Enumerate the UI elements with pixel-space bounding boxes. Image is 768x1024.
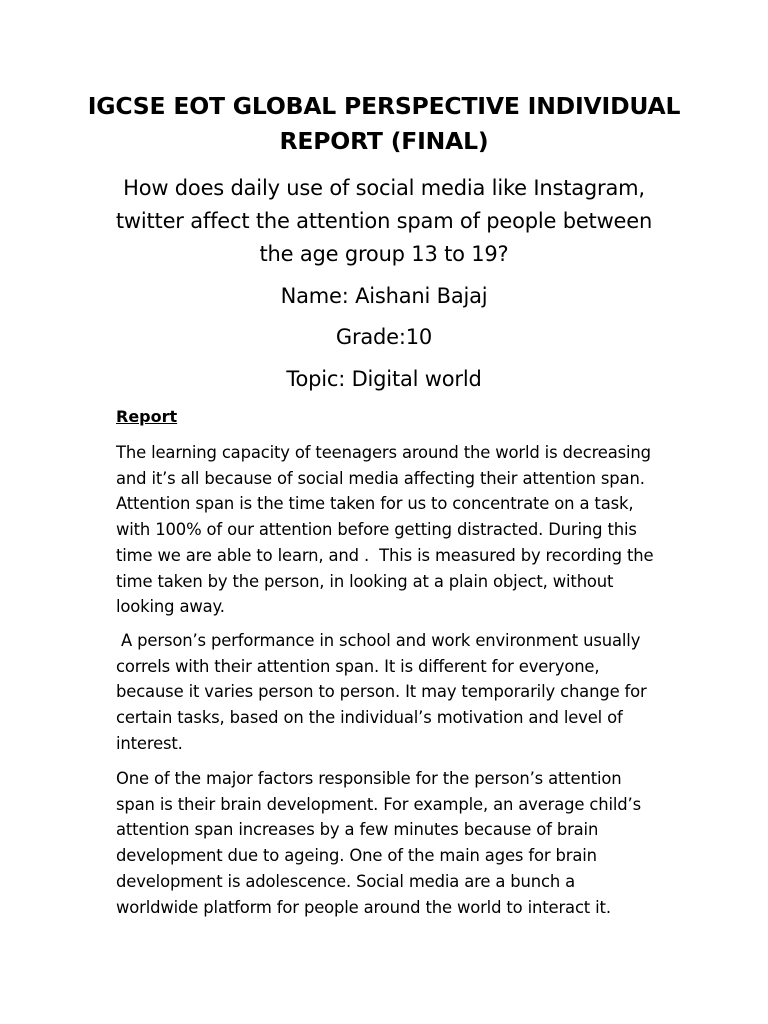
author-grade: Grade:10 <box>335 325 433 349</box>
paragraph-line: time taken by the person, in looking at a plain object, without <box>116 571 614 591</box>
paragraph-line: worldwide platform for people around the world to interact it. <box>116 897 611 917</box>
paragraph-line: span is their brain development. For example, an average child’s <box>116 794 641 814</box>
report-title-line: IGCSE EOT GLOBAL PERSPECTIVE INDIVIDUAL <box>87 92 681 120</box>
paragraph-line: looking away. <box>116 597 225 617</box>
paragraph-line: One of the major factors responsible for the person’s attention <box>116 769 622 788</box>
paragraph-line: development is adolescence. Social media are a bunch a <box>116 871 576 891</box>
research-question-line: How does daily use of social media like Instagram, <box>123 176 645 200</box>
paragraph-line: because it varies person to person. It may temporarily change for <box>116 682 647 702</box>
paragraph-line: interest. <box>116 733 183 753</box>
research-question-line: twitter affect the attention spam of people between <box>115 209 653 233</box>
section-heading-report: Report <box>116 407 178 426</box>
research-question <box>60 172 708 271</box>
report-title-line: REPORT (FINAL) <box>279 127 489 155</box>
paragraph-line: A person’s performance in school and work environment usually <box>116 631 641 650</box>
body-paragraph <box>116 628 676 757</box>
paragraph-line: correls with their attention span. It is different for everyone, <box>116 656 600 676</box>
paragraph-line: Attention span is the time taken for us to concentrate on a task, <box>116 494 634 514</box>
paragraph-line: certain tasks, based on the individual’s motivation and level of <box>116 708 623 728</box>
body-paragraph <box>116 440 676 620</box>
research-question-line: the age group 13 to 19? <box>259 242 509 266</box>
report-topic: Topic: Digital world <box>286 367 482 391</box>
paragraph-line: development due to ageing. One of the main ages for brain <box>116 846 597 866</box>
paragraph-line: attention span increases by a few minutes because of brain <box>116 820 599 840</box>
paragraph-line: time we are able to learn, and . This is measured by recording the <box>116 545 654 565</box>
body-paragraph <box>116 766 676 920</box>
paragraph-line: with 100% of our attention before getting distracted. During this <box>116 520 637 540</box>
paragraph-line: and it’s all because of social media affecting their attention span. <box>116 468 645 488</box>
author-name: Name: Aishani Bajaj <box>280 284 488 308</box>
paragraph-line: The learning capacity of teenagers around the world is decreasing <box>116 443 651 462</box>
report-title <box>60 89 708 159</box>
